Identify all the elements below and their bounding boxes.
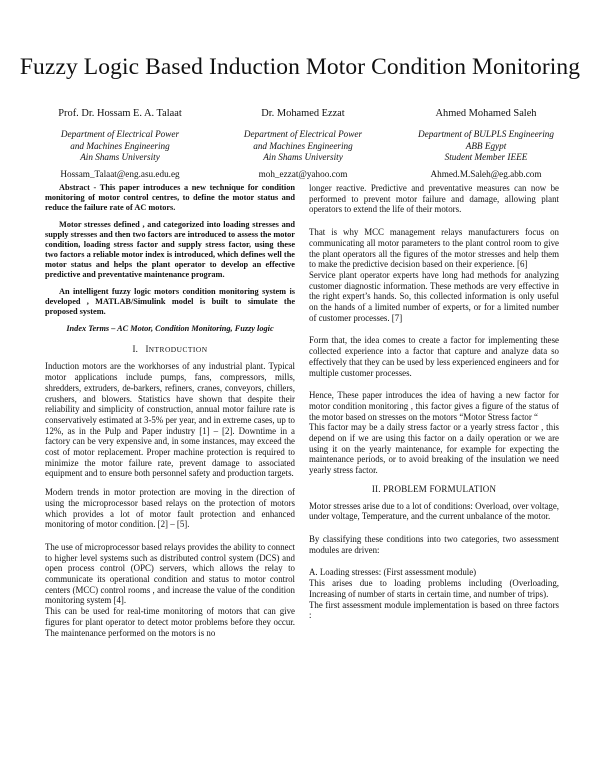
abstract-paragraph: Motor stresses defined , and categorized into loading stresses and supply stresses and then two factors are introduced to assess the motor condition, loading stress factor and supply stress factor, using these two factors a reliable motor index is introduced, which defines well the motor status and helps the plant operator to develop an effective predictive and preventative maintenance program. [45,220,295,279]
subsection-heading: A. Loading stresses: (First assessment module) [309,567,477,578]
abstract-paragraph: An intelligent fuzzy logic motors condition monitoring system is developed , MATLAB/Simulink model is built to simulate the proposed system. [45,287,295,316]
body-paragraph: Service plant operator experts have long had methods for analyzing customer diagnostic information. These methods are very effective in the right expert’s hands. So, this collected information is only useful on the hands of a limited number of experts, or for a limited number of customer processes. [7] [309,269,559,323]
author-affiliation: Student Member IEEE [444,152,528,163]
body-paragraph: That is why MCC management relays manufacturers focus on communicating all motor parameters to the plant control room to give the plant operators all the figures of the motor stresses and help them to make the predictive decision based on their experience. [6] [309,227,559,270]
body-paragraph: Hence, These paper introduces the idea of having a new factor for motor condition monitoring , this factor gives a figure of the status of the motor based on stresses on the motors “Motor Stress factor “ [309,390,559,422]
body-paragraph: Form that, the idea comes to create a factor for implementing these collected experience into a factor that capture and analyze data so effectively that they can be used by less experienced engineers and for multiple customer processes. [309,335,559,378]
author-block [213,108,393,180]
author-name: Dr. Mohamed Ezzat [261,108,345,119]
author-affiliation: Department of Electrical Power [60,129,180,140]
author-affiliation: Department of BULPLS Engineering [417,129,554,140]
author-block [396,108,576,180]
author-affiliation: Ain Shams University [263,152,343,163]
author-affiliation: ABB Egypt [465,140,507,151]
body-paragraph: Motor stresses arise due to a lot of conditions: Overload, over voltage, under voltage, Temperature, and the current unbalance of the motor. [309,500,559,522]
section-heading-introduction [45,344,295,356]
body-paragraph: By classifying these conditions into two categories, two assessment modules are driven: [309,533,559,555]
body-paragraph: This arises due to loading problems including (Overloading, Increasing of number of starts in certain time, and number of trips). [309,578,559,599]
author-affiliation: and Machines Engineering [70,140,170,151]
author-name: Prof. Dr. Hossam E. A. Talaat [58,108,182,119]
left-column [45,183,295,646]
abstract-paragraph: Abstract - This paper introduces a new technique for condition monitoring of motor control centres, to define the motor status and reduce the failure rate of AC motors. [45,183,295,212]
body-paragraph: Modern trends in motor protection are moving in the direction of using the microprocessor based relays on the protection of motors which provides a lot of motor fault protection and enhanced monitoring of motor condition. [2] – [5]. [45,487,295,530]
section-number: I. [132,343,139,354]
author-affiliation: Ain Shams University [80,152,160,163]
author-name: Ahmed Mohamed Saleh [435,108,537,119]
section-first-letter: I [145,343,149,354]
section-heading-problem-formulation: II. PROBLEM FORMULATION [371,483,497,494]
right-column [309,183,559,629]
author-affiliation: Department of Electrical Power [243,129,363,140]
body-paragraph: This factor may be a daily stress factor or a yearly stress factor , this depend on if we are using this factor on a daily operation or we are using it on the yearly maintenance, for example for expecting the maintenance periods, or to avoid breaking of the insulation we need yearly stress factor. [309,422,559,476]
section-title-rest: NTRODUCTION [148,344,208,354]
paper-title: Fuzzy Logic Based Induction Motor Condition Monitoring [19,54,581,80]
author-email: moh_ezzat@yahoo.com [258,168,348,179]
body-paragraph: Induction motors are the workhorses of any industrial plant. Typical motor applications include pumps, fans, compressors, mills, shredders, extruders, de-barkers, refiners, cranes, conveyors, chillers, crushers, and blowers. Statistics have shown that despite their reliability and simplicity of construction, annual motor failure rate is conservatively estimated at 3-5% per year, and in extreme cases, up to 12%, as in the Pulp and Paper industry [1] – [2]. Downtime in a factory can be very expensive and, in some instances, may exceed the cost of motor replacement. Proper machine protection is required to minimize the motor failure rate, prevent damage to associated equipment and to ensure both personnel safety and production targets. [45,361,295,479]
body-paragraph: The first assessment module implementation is based on three factors : [309,599,559,621]
author-email: Hossam_Talaat@eng.asu.edu.eg [60,168,180,179]
author-email: Ahmed.M.Saleh@eg.abb.com [430,168,542,179]
body-paragraph: longer reactive. Predictive and preventative measures can now be performed to prevent motor failure and damage, allowing plant operators to extend the life of their motors. [309,183,559,215]
body-paragraph: The use of microprocessor based relays provides the ability to connect to higher level systems such as distributed control system (DCS) and open process control (OPC) servers, which allows the relay to communicate its operational condition and status to motor control centers (MCC) control rooms , and increase the value of the condition monitoring system [4]. [45,541,295,606]
index-terms: Index Terms – AC Motor, Condition Monitoring, Fuzzy logic [66,324,274,333]
author-affiliation: and Machines Engineering [253,140,353,151]
author-block [30,108,210,180]
body-paragraph: This can be used for real-time monitoring of motors that can give figures for plant operator to detect motor problems before they occur. The maintenance performed on the motors is no [45,606,295,638]
